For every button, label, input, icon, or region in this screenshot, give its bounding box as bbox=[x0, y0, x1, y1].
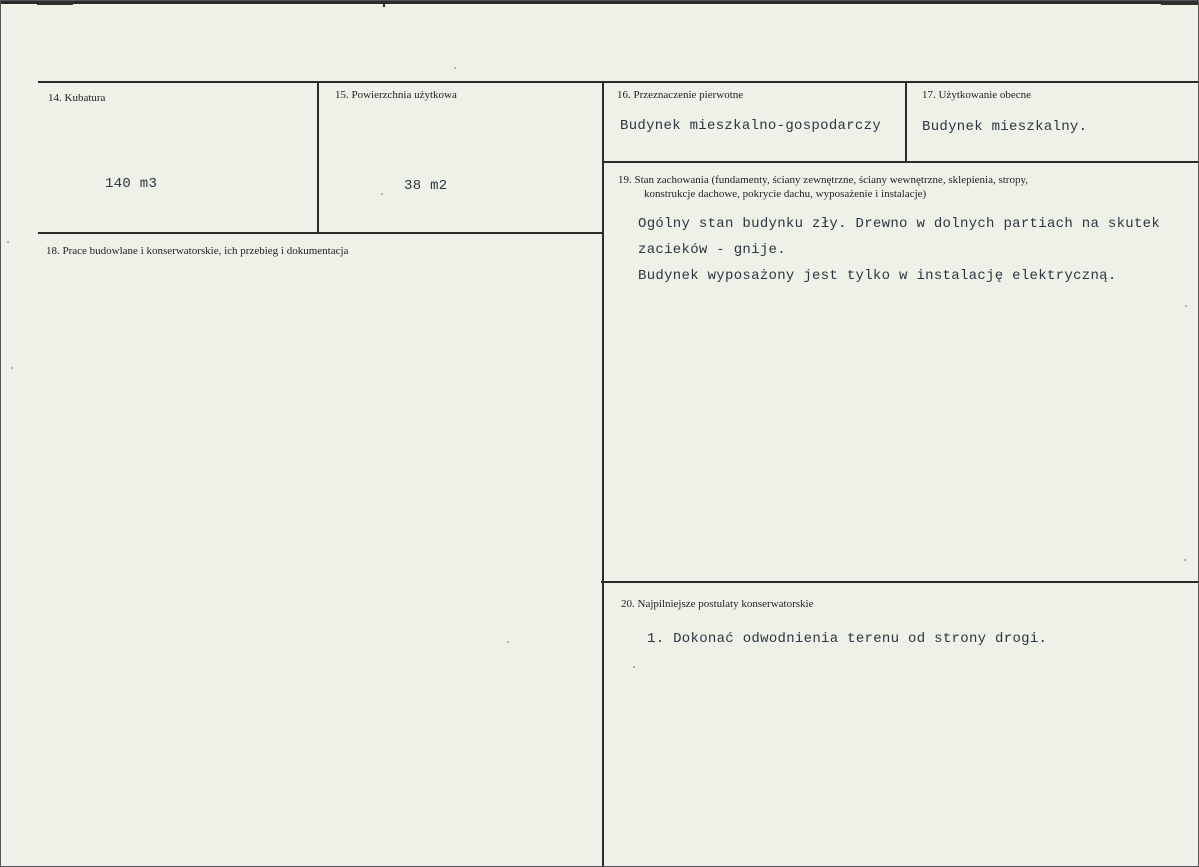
grid-line-top bbox=[38, 81, 1198, 83]
scan-speck bbox=[11, 367, 13, 369]
grid-line-right-lower bbox=[601, 581, 1198, 583]
field-17-value: Budynek mieszkalny. bbox=[922, 119, 1088, 135]
scan-speck bbox=[7, 241, 9, 243]
field-19-line: zacieków - gnije. bbox=[638, 242, 786, 258]
field-16-label: 16. Przeznaczenie pierwotne bbox=[617, 89, 744, 101]
scan-speck bbox=[1184, 559, 1186, 561]
field-14-value: 140 m3 bbox=[105, 176, 158, 192]
field-19-label-line1: 19. Stan zachowania (fundamenty, ściany zewnętrzne, ściany wewnętrzne, sklepienia, stropy, bbox=[618, 174, 1029, 186]
scan-speck bbox=[507, 641, 509, 643]
scan-speck bbox=[381, 193, 383, 195]
field-15-value: 38 m2 bbox=[404, 178, 448, 194]
grid-line-v1 bbox=[317, 81, 319, 233]
scan-speck bbox=[633, 666, 635, 668]
grid-line-v-center bbox=[602, 81, 604, 866]
field-19-line: Budynek wyposażony jest tylko w instalację elektryczną. bbox=[638, 268, 1117, 284]
field-16-value: Budynek mieszkalno-gospodarczy bbox=[620, 118, 882, 134]
field-18-label: 18. Prace budowlane i konserwatorskie, ich przebieg i dokumentacja bbox=[46, 245, 349, 257]
scan-speck bbox=[1185, 305, 1187, 307]
top-mark-right bbox=[1161, 1, 1199, 5]
top-edge bbox=[1, 1, 1199, 4]
field-19-label-line2: konstrukcje dachowe, pokrycie dachu, wyposażenie i instalacje) bbox=[644, 188, 927, 200]
grid-line-left-mid bbox=[38, 232, 603, 234]
field-19-text bbox=[638, 211, 1160, 289]
field-15-label: 15. Powierzchnia użytkowa bbox=[335, 89, 457, 101]
field-17-label: 17. Użytkowanie obecne bbox=[922, 89, 1032, 101]
grid-line-right-upper bbox=[603, 161, 1198, 163]
field-20-label: 20. Najpilniejsze postulaty konserwatorskie bbox=[621, 598, 814, 610]
field-14-label: 14. Kubatura bbox=[48, 92, 106, 104]
field-20-value: 1. Dokonać odwodnienia terenu od strony drogi. bbox=[647, 631, 1048, 647]
grid-line-v3 bbox=[905, 81, 907, 162]
top-mark-center bbox=[383, 1, 385, 7]
top-mark-left bbox=[37, 1, 73, 5]
scan-speck bbox=[454, 67, 456, 69]
field-19-line: Ogólny stan budynku zły. Drewno w dolnych partiach na skutek bbox=[638, 216, 1161, 232]
